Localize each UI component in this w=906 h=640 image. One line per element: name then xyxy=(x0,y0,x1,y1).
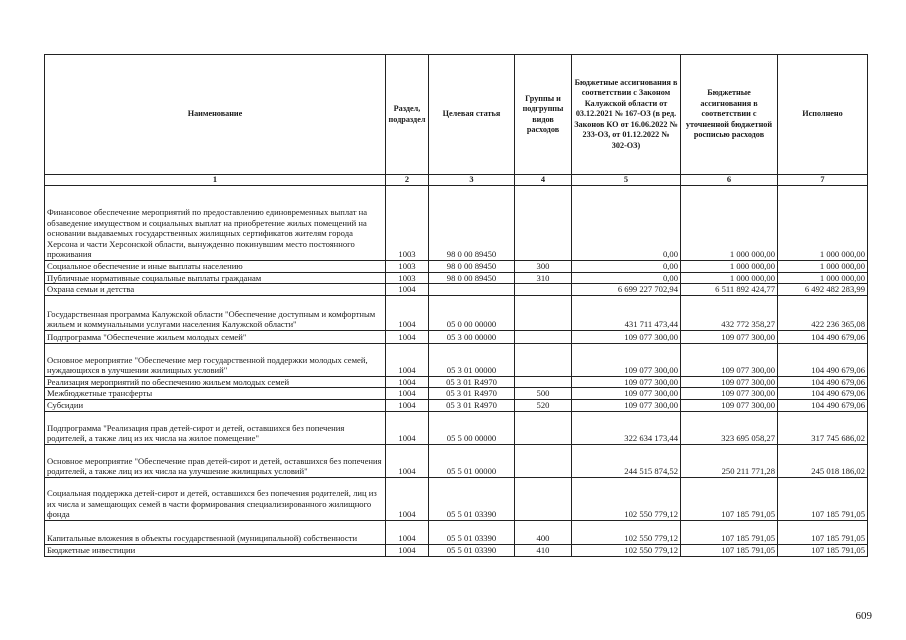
cell-name: Бюджетные инвестиции xyxy=(45,544,386,556)
cell-statya xyxy=(429,284,515,296)
header-name: Наименование xyxy=(45,55,386,175)
table-row xyxy=(45,388,868,400)
cell-razdel: 1004 xyxy=(386,544,429,556)
cell-razdel: 1004 xyxy=(386,295,429,330)
cell-name: Основное мероприятие "Обеспечение прав детей-сирот и детей, оставшихся без попечения родителей, а также лиц из их числа на улучшение жилищных условий" xyxy=(45,444,386,477)
cell-ispolneno: 245 018 186,02 xyxy=(778,444,868,477)
table-row xyxy=(45,343,868,376)
cell-statya: 05 5 01 00000 xyxy=(429,444,515,477)
cell-rospis: 432 772 358,27 xyxy=(681,295,778,330)
cell-vid: 410 xyxy=(515,544,572,556)
cell-vid: 310 xyxy=(515,272,572,284)
table-row xyxy=(45,544,868,556)
cell-zakon: 0,00 xyxy=(572,186,681,261)
cell-razdel: 1003 xyxy=(386,261,429,273)
column-number: 3 xyxy=(429,175,515,186)
cell-statya: 05 3 00 00000 xyxy=(429,330,515,343)
cell-rospis: 109 077 300,00 xyxy=(681,399,778,411)
cell-name: Публичные нормативные социальные выплаты гражданам xyxy=(45,272,386,284)
cell-ispolneno: 107 185 791,05 xyxy=(778,544,868,556)
cell-statya: 05 5 01 03390 xyxy=(429,544,515,556)
cell-razdel: 1004 xyxy=(386,444,429,477)
cell-rospis: 109 077 300,00 xyxy=(681,388,778,400)
header-zakon: Бюджетные ассигнования в соответствии с Законом Калужской области от 03.12.2021 № 167-ОЗ (в ред. Законов КО от 16.06.2022 № 233-ОЗ, от 01.12.2022 № 302-ОЗ) xyxy=(572,55,681,175)
budget-document xyxy=(44,54,867,557)
cell-vid xyxy=(515,444,572,477)
cell-vid: 520 xyxy=(515,399,572,411)
cell-statya: 05 5 00 00000 xyxy=(429,411,515,444)
cell-ispolneno: 107 185 791,05 xyxy=(778,520,868,544)
budget-table xyxy=(44,54,868,557)
cell-rospis: 323 695 058,27 xyxy=(681,411,778,444)
cell-name: Межбюджетные трансферты xyxy=(45,388,386,400)
cell-vid xyxy=(515,376,572,388)
column-number: 6 xyxy=(681,175,778,186)
cell-razdel: 1004 xyxy=(386,388,429,400)
cell-zakon: 102 550 779,12 xyxy=(572,477,681,520)
table-row xyxy=(45,411,868,444)
cell-razdel: 1004 xyxy=(386,343,429,376)
cell-statya: 98 0 00 89450 xyxy=(429,186,515,261)
cell-ispolneno: 107 185 791,05 xyxy=(778,477,868,520)
cell-zakon: 109 077 300,00 xyxy=(572,388,681,400)
column-number: 1 xyxy=(45,175,386,186)
cell-zakon: 0,00 xyxy=(572,261,681,273)
cell-razdel: 1004 xyxy=(386,411,429,444)
cell-razdel: 1004 xyxy=(386,376,429,388)
cell-rospis: 109 077 300,00 xyxy=(681,343,778,376)
table-row xyxy=(45,295,868,330)
cell-rospis: 109 077 300,00 xyxy=(681,330,778,343)
cell-zakon: 109 077 300,00 xyxy=(572,330,681,343)
header-vid: Группы и подгруппы видов расходов xyxy=(515,55,572,175)
cell-zakon: 0,00 xyxy=(572,272,681,284)
header-rospis: Бюджетные ассигнования в соответствии с уточненной бюджетной росписью расходов xyxy=(681,55,778,175)
cell-rospis: 107 185 791,05 xyxy=(681,544,778,556)
cell-razdel: 1004 xyxy=(386,520,429,544)
cell-name: Подпрограмма "Реализация прав детей-сирот и детей, оставшихся без попечения родителей, а также лиц из их числа на жилое помещение" xyxy=(45,411,386,444)
cell-razdel: 1004 xyxy=(386,477,429,520)
cell-name: Социальное обеспечение и иные выплаты населению xyxy=(45,261,386,273)
cell-rospis: 1 000 000,00 xyxy=(681,186,778,261)
cell-ispolneno: 1 000 000,00 xyxy=(778,186,868,261)
cell-ispolneno: 104 490 679,06 xyxy=(778,399,868,411)
cell-name: Субсидии xyxy=(45,399,386,411)
cell-ispolneno: 104 490 679,06 xyxy=(778,330,868,343)
cell-rospis: 1 000 000,00 xyxy=(681,261,778,273)
cell-rospis: 109 077 300,00 xyxy=(681,376,778,388)
cell-ispolneno: 104 490 679,06 xyxy=(778,376,868,388)
cell-ispolneno: 1 000 000,00 xyxy=(778,272,868,284)
cell-zakon: 6 699 227 702,94 xyxy=(572,284,681,296)
table-row xyxy=(45,186,868,261)
cell-vid xyxy=(515,295,572,330)
cell-name: Реализация мероприятий по обеспечению жильем молодых семей xyxy=(45,376,386,388)
table-row xyxy=(45,399,868,411)
cell-rospis: 250 211 771,28 xyxy=(681,444,778,477)
cell-zakon: 109 077 300,00 xyxy=(572,376,681,388)
column-number-row xyxy=(45,175,868,186)
cell-name: Государственная программа Калужской области "Обеспечение доступным и комфортным жильем и коммунальными услугами населения Калужской области" xyxy=(45,295,386,330)
cell-razdel: 1003 xyxy=(386,186,429,261)
cell-ispolneno: 6 492 482 283,99 xyxy=(778,284,868,296)
table-row xyxy=(45,376,868,388)
cell-zakon: 109 077 300,00 xyxy=(572,343,681,376)
cell-vid xyxy=(515,477,572,520)
table-row xyxy=(45,330,868,343)
cell-statya: 05 3 01 R4970 xyxy=(429,399,515,411)
cell-name: Финансовое обеспечение мероприятий по предоставлению единовременных выплат на обзаведение имуществом и социальных выплат на приобретение жилых помещений на основании выдаваемых государственных жилищных сертификатов жителям города Херсона и части Херсонской области, вынужденно покинувшим место постоянного проживания xyxy=(45,186,386,261)
column-number: 7 xyxy=(778,175,868,186)
header-ispolneno: Исполнено xyxy=(778,55,868,175)
column-number: 2 xyxy=(386,175,429,186)
cell-rospis: 1 000 000,00 xyxy=(681,272,778,284)
cell-ispolneno: 317 745 686,02 xyxy=(778,411,868,444)
cell-zakon: 102 550 779,12 xyxy=(572,520,681,544)
cell-zakon: 431 711 473,44 xyxy=(572,295,681,330)
cell-statya: 98 0 00 89450 xyxy=(429,261,515,273)
table-row xyxy=(45,520,868,544)
cell-name: Капитальные вложения в объекты государственной (муниципальной) собственности xyxy=(45,520,386,544)
cell-statya: 05 3 01 00000 xyxy=(429,343,515,376)
cell-ispolneno: 104 490 679,06 xyxy=(778,388,868,400)
cell-name: Основное мероприятие "Обеспечение мер государственной поддержки молодых семей, нуждающихся в улучшении жилищных условий" xyxy=(45,343,386,376)
header-razdel: Раздел, подраздел xyxy=(386,55,429,175)
table-row xyxy=(45,444,868,477)
cell-statya: 98 0 00 89450 xyxy=(429,272,515,284)
cell-rospis: 107 185 791,05 xyxy=(681,520,778,544)
cell-razdel: 1004 xyxy=(386,399,429,411)
cell-vid xyxy=(515,284,572,296)
table-row xyxy=(45,272,868,284)
cell-zakon: 244 515 874,52 xyxy=(572,444,681,477)
table-body xyxy=(45,186,868,557)
cell-zakon: 102 550 779,12 xyxy=(572,544,681,556)
table-row xyxy=(45,477,868,520)
cell-ispolneno: 104 490 679,06 xyxy=(778,343,868,376)
cell-vid xyxy=(515,186,572,261)
cell-vid xyxy=(515,330,572,343)
cell-vid xyxy=(515,343,572,376)
cell-ispolneno: 422 236 365,08 xyxy=(778,295,868,330)
cell-vid: 500 xyxy=(515,388,572,400)
cell-zakon: 322 634 173,44 xyxy=(572,411,681,444)
cell-zakon: 109 077 300,00 xyxy=(572,399,681,411)
cell-statya: 05 0 00 00000 xyxy=(429,295,515,330)
cell-razdel: 1003 xyxy=(386,272,429,284)
cell-name: Охрана семьи и детства xyxy=(45,284,386,296)
cell-razdel: 1004 xyxy=(386,284,429,296)
cell-rospis: 107 185 791,05 xyxy=(681,477,778,520)
column-number: 5 xyxy=(572,175,681,186)
cell-statya: 05 5 01 03390 xyxy=(429,520,515,544)
page-number: 609 xyxy=(855,610,872,622)
table-row xyxy=(45,261,868,273)
cell-vid: 300 xyxy=(515,261,572,273)
cell-statya: 05 5 01 03390 xyxy=(429,477,515,520)
cell-statya: 05 3 01 R4970 xyxy=(429,376,515,388)
cell-name: Социальная поддержка детей-сирот и детей, оставшихся без попечения родителей, лиц из их числа и замещающих семей в части формирования специализированного жилищного фонда xyxy=(45,477,386,520)
cell-razdel: 1004 xyxy=(386,330,429,343)
cell-vid xyxy=(515,411,572,444)
cell-rospis: 6 511 892 424,77 xyxy=(681,284,778,296)
cell-ispolneno: 1 000 000,00 xyxy=(778,261,868,273)
table-row xyxy=(45,284,868,296)
header-row xyxy=(45,55,868,175)
cell-statya: 05 3 01 R4970 xyxy=(429,388,515,400)
header-statya: Целевая статья xyxy=(429,55,515,175)
cell-vid: 400 xyxy=(515,520,572,544)
column-number: 4 xyxy=(515,175,572,186)
cell-name: Подпрограмма "Обеспечение жильем молодых семей" xyxy=(45,330,386,343)
